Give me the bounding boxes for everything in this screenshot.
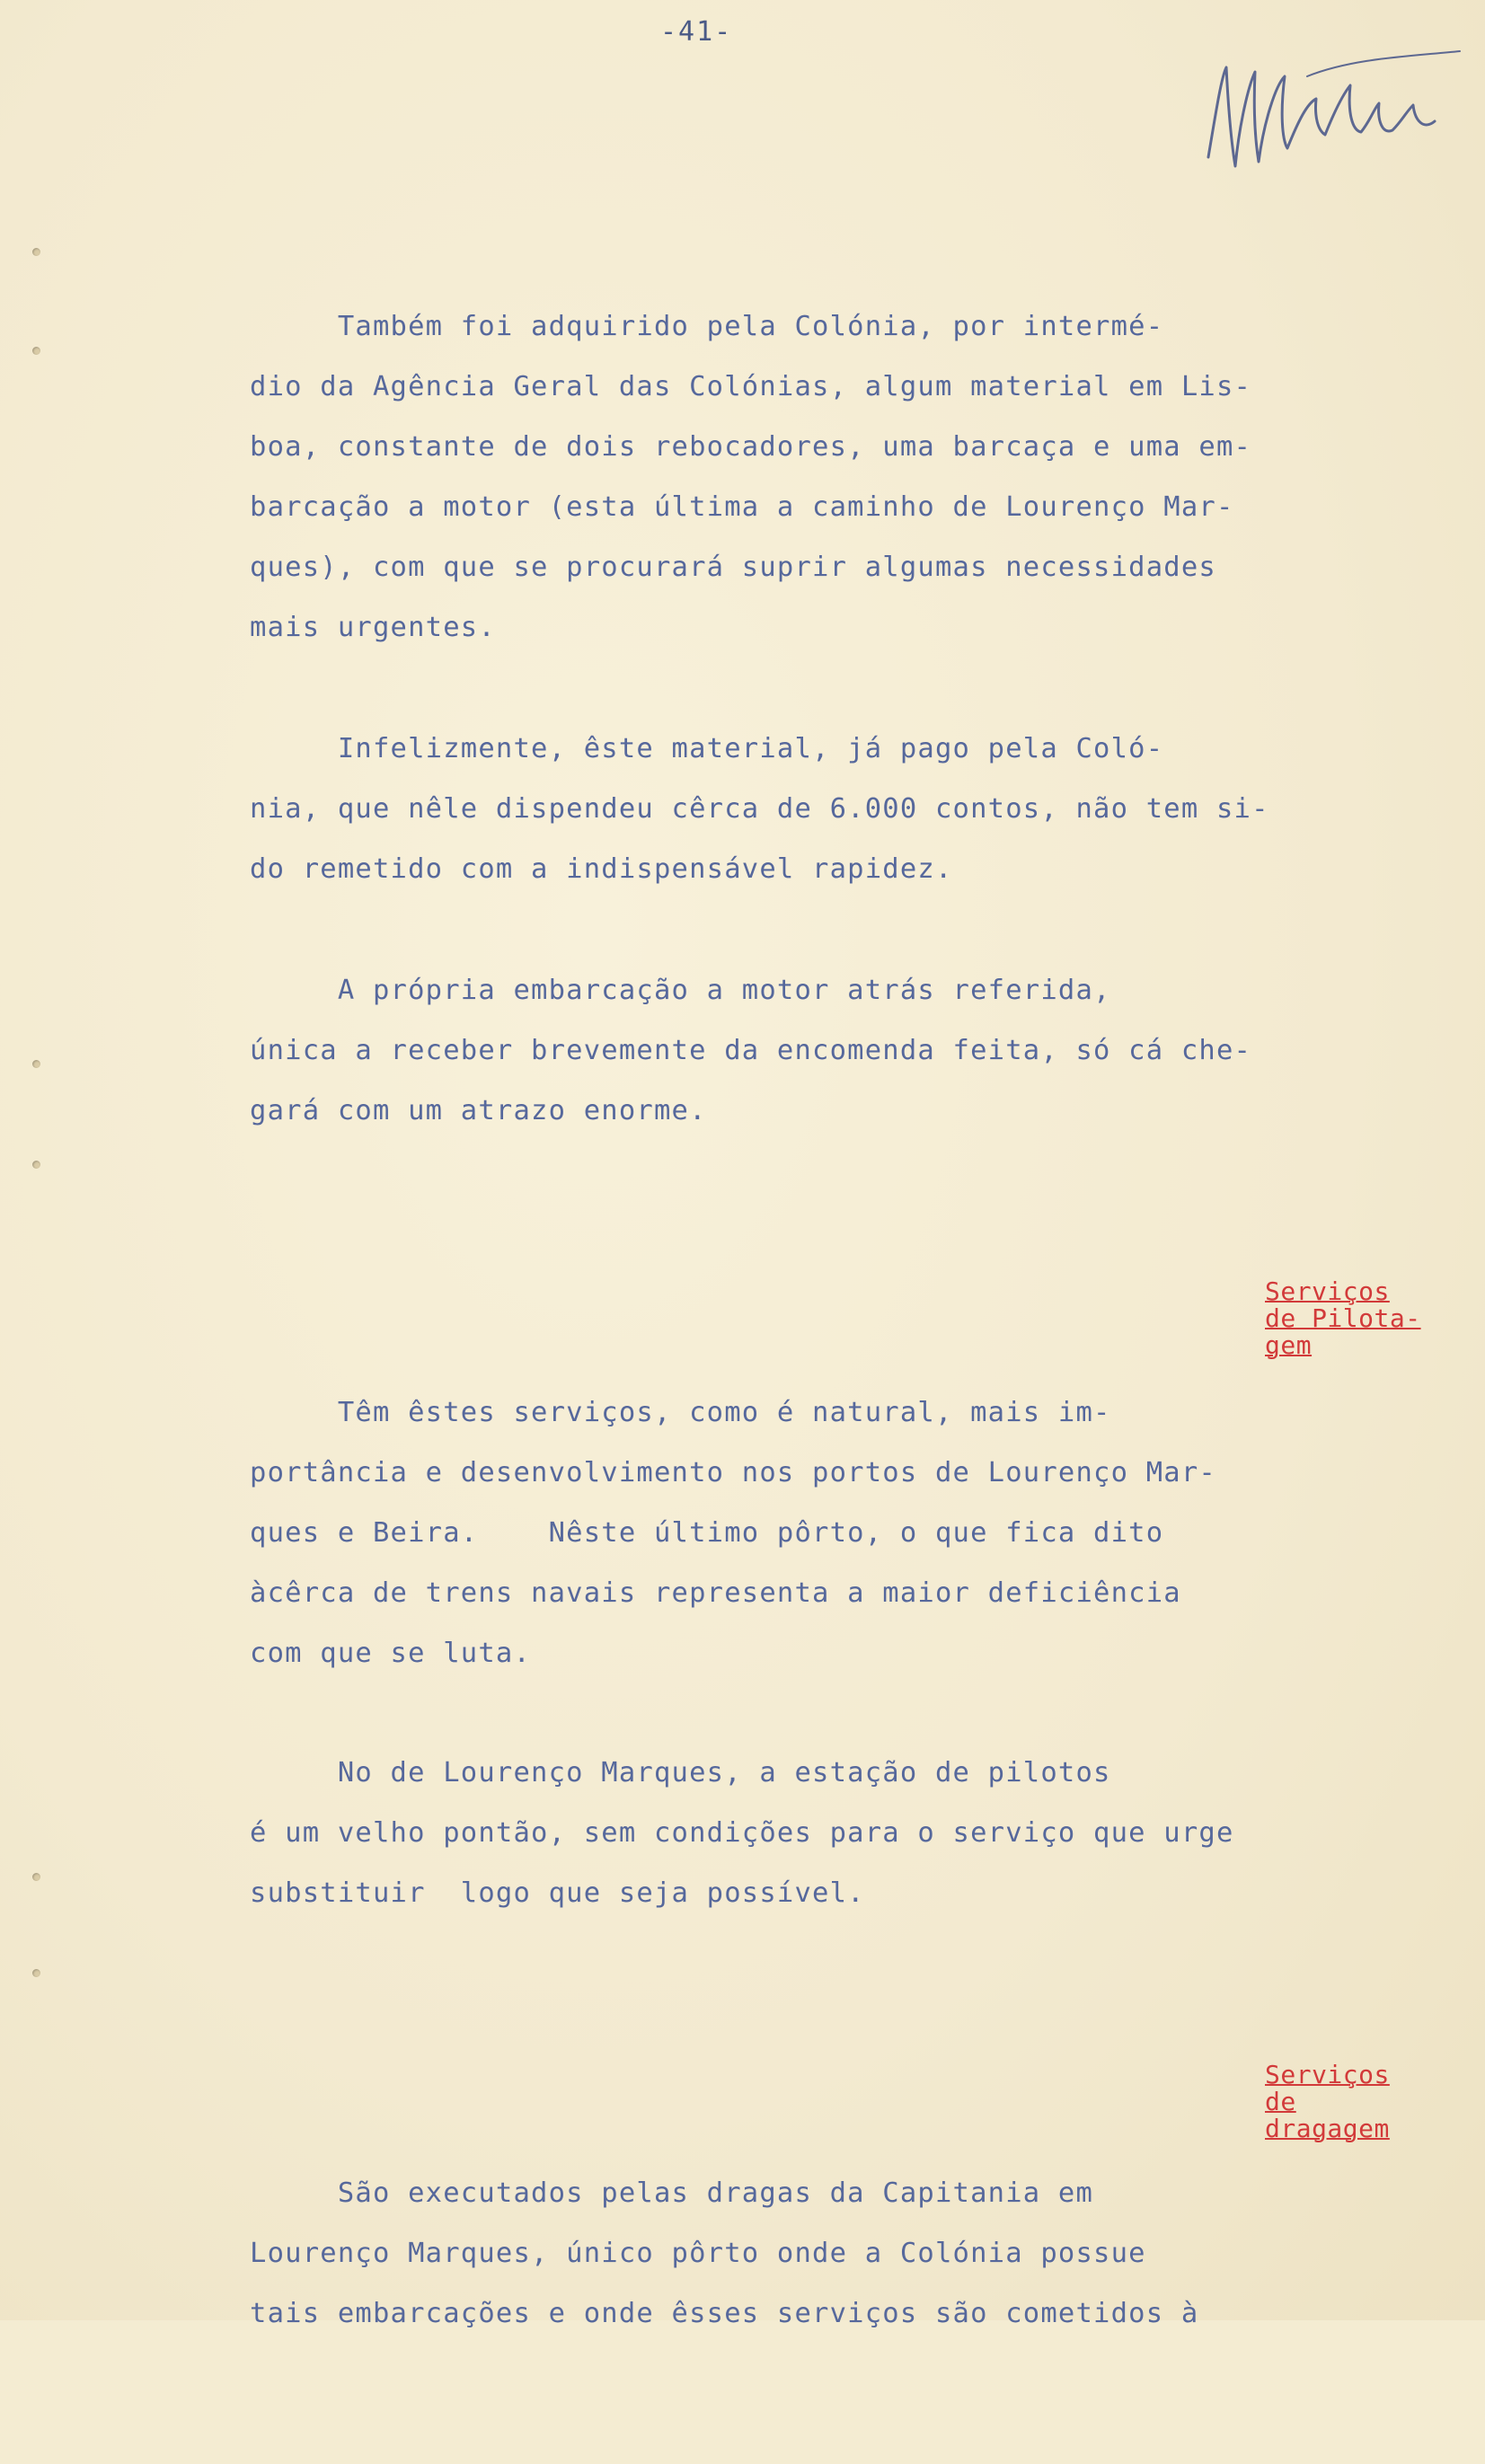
paragraph-delay: Infelizmente, êste material, já pago pela Coló- nia, que nêle dispendeu cêrca de 6.000 contos, não tem si- do remetido com a indispensável rapidez.: [250, 733, 1269, 885]
margin-note-dredging: Serviços de dragagem: [1265, 2060, 1390, 2143]
paragraph-motor-boat: A própria embarcação a motor atrás referida, única a receber brevemente da encomenda feita, só cá che- gará com um atrazo enorme.: [250, 975, 1252, 1126]
page-number: -41-: [660, 16, 733, 48]
binding-hole: [32, 1161, 40, 1169]
binding-hole: [32, 1060, 40, 1068]
paragraph-equipment: Também foi adquirido pela Colónia, por intermé- dio da Agência Geral das Colónias, algum material em Lis- boa, constante de dois rebocadores, uma barcaça e uma em- barcação a motor (esta última a caminho de Lourenço Mar- ques), com que se procurará suprir algumas necessidades mais urgentes.: [250, 311, 1252, 643]
paragraph-pilot-station: No de Lourenço Marques, a estação de pilotos é um velho pontão, sem condições para o serviço que urge substituir logo que seja possível.: [250, 1757, 1234, 1909]
margin-note-pilotage: Serviços de Pilota- gem: [1265, 1276, 1421, 1360]
binding-hole: [32, 1873, 40, 1881]
binding-hole: [32, 347, 40, 355]
signature-icon: [1199, 49, 1469, 175]
binding-hole: [32, 248, 40, 256]
paragraph-pilotage: Têm êstes serviços, como é natural, mais im- portância e desenvolvimento nos portos de Lourenço Mar- ques e Beira. Nêste último pôrto, o que fica dito àcêrca de trens navais representa a maior deficiência com que se luta.: [250, 1397, 1216, 1669]
paragraph-dredging: São executados pelas dragas da Capitania em Lourenço Marques, único pôrto onde a Colónia possue tais embarcações e onde êsses serviços são cometidos à: [250, 2177, 1199, 2329]
binding-hole: [32, 1969, 40, 1977]
